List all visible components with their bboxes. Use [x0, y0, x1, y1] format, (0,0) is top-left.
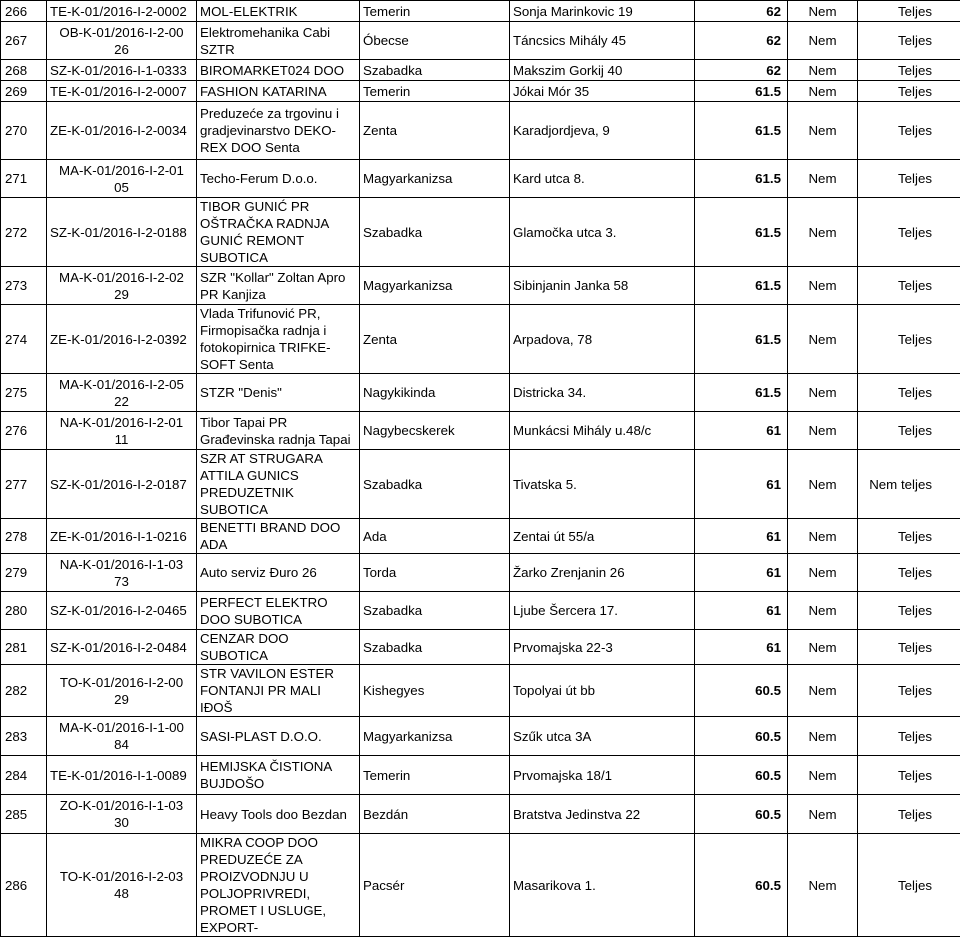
status-nem: Nem [788, 592, 858, 630]
table-row [1, 374, 960, 412]
address: Karadjordjeva, 9 [510, 102, 695, 160]
status-nem: Nem [788, 717, 858, 756]
table-row [1, 198, 960, 267]
score: 60.5 [695, 717, 788, 756]
completeness: Nem teljes [858, 450, 960, 519]
city: Szabadka [360, 198, 510, 267]
score: 61 [695, 519, 788, 554]
address: Prvomajska 18/1 [510, 756, 695, 795]
status-nem: Nem [788, 630, 858, 665]
table-row [1, 717, 960, 756]
row-number: 273 [1, 267, 47, 305]
status-nem: Nem [788, 450, 858, 519]
company-name: STR VAVILON ESTER FONTANJI PR MALI IĐOŠ [197, 665, 360, 717]
status-nem: Nem [788, 60, 858, 81]
company-name: Preduzeće za trgovinu i gradjevinarstvo DEKO-REX DOO Senta [197, 102, 360, 160]
score: 61 [695, 412, 788, 450]
table-row [1, 81, 960, 102]
row-number: 275 [1, 374, 47, 412]
address: Szűk utca 3A [510, 717, 695, 756]
address: Glamočka utca 3. [510, 198, 695, 267]
score: 62 [695, 22, 788, 60]
row-number: 282 [1, 665, 47, 717]
company-name: Techo-Ferum D.o.o. [197, 160, 360, 198]
registration-code: MA-K-01/2016-I-1-0084 [47, 717, 197, 756]
city: Magyarkanizsa [360, 267, 510, 305]
status-nem: Nem [788, 198, 858, 267]
completeness: Teljes [858, 1, 960, 22]
city: Szabadka [360, 60, 510, 81]
completeness: Teljes [858, 592, 960, 630]
company-name: TIBOR GUNIĆ PR OŠTRAČKA RADNJA GUNIĆ REMONT SUBOTICA [197, 198, 360, 267]
registration-code: SZ-K-01/2016-I-2-0187 [47, 450, 197, 519]
row-number: 269 [1, 81, 47, 102]
completeness: Teljes [858, 834, 960, 937]
address: Topolyai út bb [510, 665, 695, 717]
status-nem: Nem [788, 412, 858, 450]
table-row [1, 795, 960, 834]
completeness: Teljes [858, 756, 960, 795]
completeness: Teljes [858, 717, 960, 756]
registration-code: ZO-K-01/2016-I-1-0330 [47, 795, 197, 834]
status-nem: Nem [788, 81, 858, 102]
city: Ada [360, 519, 510, 554]
status-nem: Nem [788, 665, 858, 717]
city: Temerin [360, 756, 510, 795]
completeness: Teljes [858, 305, 960, 374]
score: 60.5 [695, 665, 788, 717]
city: Szabadka [360, 592, 510, 630]
row-number: 274 [1, 305, 47, 374]
row-number: 283 [1, 717, 47, 756]
score: 61.5 [695, 267, 788, 305]
row-number: 270 [1, 102, 47, 160]
table-row [1, 1, 960, 22]
address: Masarikova 1. [510, 834, 695, 937]
address: Táncsics Mihály 45 [510, 22, 695, 60]
status-nem: Nem [788, 756, 858, 795]
completeness: Teljes [858, 374, 960, 412]
completeness: Teljes [858, 665, 960, 717]
row-number: 284 [1, 756, 47, 795]
company-name: STZR "Denis" [197, 374, 360, 412]
registration-code: TO-K-01/2016-I-2-0029 [47, 665, 197, 717]
registration-code: NA-K-01/2016-I-1-0373 [47, 554, 197, 592]
city: Óbecse [360, 22, 510, 60]
status-nem: Nem [788, 519, 858, 554]
completeness: Teljes [858, 60, 960, 81]
row-number: 272 [1, 198, 47, 267]
row-number: 285 [1, 795, 47, 834]
city: Nagykikinda [360, 374, 510, 412]
status-nem: Nem [788, 305, 858, 374]
registration-code: MA-K-01/2016-I-2-0229 [47, 267, 197, 305]
address: Žarko Zrenjanin 26 [510, 554, 695, 592]
city: Magyarkanizsa [360, 160, 510, 198]
registration-code: ZE-K-01/2016-I-2-0034 [47, 102, 197, 160]
address: Prvomajska 22-3 [510, 630, 695, 665]
address: Districka 34. [510, 374, 695, 412]
company-name: FASHION KATARINA [197, 81, 360, 102]
company-name: CENZAR DOO SUBOTICA [197, 630, 360, 665]
address: Makszim Gorkij 40 [510, 60, 695, 81]
city: Nagybecskerek [360, 412, 510, 450]
city: Zenta [360, 305, 510, 374]
row-number: 286 [1, 834, 47, 937]
city: Szabadka [360, 450, 510, 519]
score: 61 [695, 450, 788, 519]
address: Bratstva Jedinstva 22 [510, 795, 695, 834]
registration-code: ZE-K-01/2016-I-2-0392 [47, 305, 197, 374]
score: 61.5 [695, 198, 788, 267]
city: Szabadka [360, 630, 510, 665]
company-name: SZR AT STRUGARA ATTILA GUNICS PREDUZETNIK SUBOTICA [197, 450, 360, 519]
completeness: Teljes [858, 22, 960, 60]
company-name: Vlada Trifunović PR, Firmopisačka radnja i fotokopirnica TRIFKE-SOFT Senta [197, 305, 360, 374]
completeness: Teljes [858, 102, 960, 160]
city: Torda [360, 554, 510, 592]
status-nem: Nem [788, 1, 858, 22]
score: 61 [695, 554, 788, 592]
row-number: 266 [1, 1, 47, 22]
registration-code: TE-K-01/2016-I-2-0002 [47, 1, 197, 22]
table-row [1, 22, 960, 60]
registration-code: SZ-K-01/2016-I-2-0465 [47, 592, 197, 630]
company-name: Auto serviz Đuro 26 [197, 554, 360, 592]
completeness: Teljes [858, 267, 960, 305]
status-nem: Nem [788, 834, 858, 937]
address: Munkácsi Mihály u.48/c [510, 412, 695, 450]
score: 60.5 [695, 795, 788, 834]
table-row [1, 756, 960, 795]
table-row [1, 834, 960, 937]
table-row [1, 60, 960, 81]
city: Temerin [360, 81, 510, 102]
completeness: Teljes [858, 160, 960, 198]
row-number: 271 [1, 160, 47, 198]
city: Pacsér [360, 834, 510, 937]
table-row [1, 519, 960, 554]
city: Zenta [360, 102, 510, 160]
company-name: Elektromehanika Cabi SZTR [197, 22, 360, 60]
score: 60.5 [695, 756, 788, 795]
score: 61.5 [695, 160, 788, 198]
address: Tivatska 5. [510, 450, 695, 519]
completeness: Teljes [858, 81, 960, 102]
table-row [1, 450, 960, 519]
score: 60.5 [695, 834, 788, 937]
address: Sibinjanin Janka 58 [510, 267, 695, 305]
city: Magyarkanizsa [360, 717, 510, 756]
completeness: Teljes [858, 198, 960, 267]
table-row [1, 160, 960, 198]
registration-code: SZ-K-01/2016-I-2-0188 [47, 198, 197, 267]
score: 62 [695, 60, 788, 81]
status-nem: Nem [788, 160, 858, 198]
completeness: Teljes [858, 795, 960, 834]
status-nem: Nem [788, 374, 858, 412]
registration-code: ZE-K-01/2016-I-1-0216 [47, 519, 197, 554]
row-number: 267 [1, 22, 47, 60]
score: 61.5 [695, 374, 788, 412]
city: Kishegyes [360, 665, 510, 717]
address: Kard utca 8. [510, 160, 695, 198]
registration-code: SZ-K-01/2016-I-1-0333 [47, 60, 197, 81]
score: 61 [695, 630, 788, 665]
address: Jókai Mór 35 [510, 81, 695, 102]
table-row [1, 554, 960, 592]
row-number: 268 [1, 60, 47, 81]
city: Bezdán [360, 795, 510, 834]
company-name: MOL-ELEKTRIK [197, 1, 360, 22]
table-row [1, 102, 960, 160]
row-number: 279 [1, 554, 47, 592]
registration-code: TE-K-01/2016-I-2-0007 [47, 81, 197, 102]
company-name: MIKRA COOP DOO PREDUZEĆE ZA PROIZVODNJU U POLJOPRIVREDI, PROMET I USLUGE, EXPORT- [197, 834, 360, 937]
row-number: 277 [1, 450, 47, 519]
score: 62 [695, 1, 788, 22]
company-name: HEMIJSKA ČISTIONA BUJDOŠO [197, 756, 360, 795]
registration-code: MA-K-01/2016-I-2-0105 [47, 160, 197, 198]
status-nem: Nem [788, 795, 858, 834]
company-name: SZR "Kollar" Zoltan Apro PR Kanjiza [197, 267, 360, 305]
city: Temerin [360, 1, 510, 22]
registration-code: TE-K-01/2016-I-1-0089 [47, 756, 197, 795]
completeness: Teljes [858, 412, 960, 450]
row-number: 276 [1, 412, 47, 450]
status-nem: Nem [788, 554, 858, 592]
address: Ljube Šercera 17. [510, 592, 695, 630]
table-row [1, 267, 960, 305]
table-row [1, 305, 960, 374]
company-name: PERFECT ELEKTRO DOO SUBOTICA [197, 592, 360, 630]
completeness: Teljes [858, 630, 960, 665]
company-name: SASI-PLAST D.O.O. [197, 717, 360, 756]
row-number: 278 [1, 519, 47, 554]
table-row [1, 630, 960, 665]
address: Zentai út 55/a [510, 519, 695, 554]
company-name: Heavy Tools doo Bezdan [197, 795, 360, 834]
score: 61.5 [695, 102, 788, 160]
address: Arpadova, 78 [510, 305, 695, 374]
status-nem: Nem [788, 267, 858, 305]
registration-code: OB-K-01/2016-I-2-0026 [47, 22, 197, 60]
row-number: 281 [1, 630, 47, 665]
completeness: Teljes [858, 519, 960, 554]
registration-code: TO-K-01/2016-I-2-0348 [47, 834, 197, 937]
company-name: Tibor Tapai PR Građevinska radnja Tapai [197, 412, 360, 450]
registration-code: SZ-K-01/2016-I-2-0484 [47, 630, 197, 665]
registration-code: NA-K-01/2016-I-2-0111 [47, 412, 197, 450]
address: Sonja Marinkovic 19 [510, 1, 695, 22]
row-number: 280 [1, 592, 47, 630]
table-row [1, 412, 960, 450]
table-row [1, 665, 960, 717]
status-nem: Nem [788, 102, 858, 160]
company-name: BIROMARKET024 DOO [197, 60, 360, 81]
score: 61.5 [695, 305, 788, 374]
table-row [1, 592, 960, 630]
company-name: BENETTI BRAND DOO ADA [197, 519, 360, 554]
registration-code: MA-K-01/2016-I-2-0522 [47, 374, 197, 412]
completeness: Teljes [858, 554, 960, 592]
status-nem: Nem [788, 22, 858, 60]
score: 61.5 [695, 81, 788, 102]
score: 61 [695, 592, 788, 630]
